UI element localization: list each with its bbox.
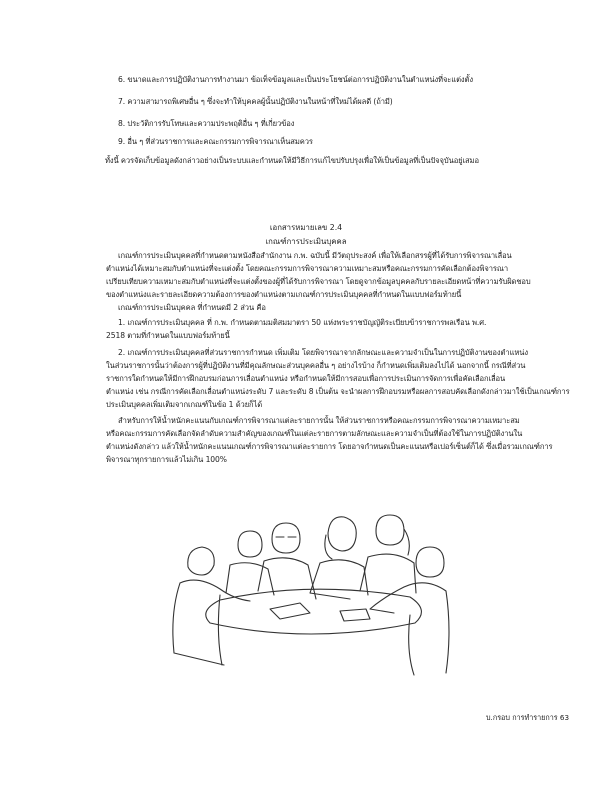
list-item: 6. ขนาดและการปฏิบัติงานการทำงานมา ข้อเท็จข้อมูลและเป็นประโยชน์ต่อการปฏิบัติงานในตำแหน่งที่จะแต่งตั้ง: [118, 75, 473, 84]
paragraph-line: ตำแหน่งดังกล่าว แล้วให้น้ำหนักคะแนนเกณฑ์การพิจารณาแต่ละรายการ โดยอาจกำหนดเป็นคะแนนหรือเปอร์เซ็นต์ก็ได้ ซึ่งเมื่อรวมเกณฑ์การ: [106, 442, 553, 451]
meeting-illustration: [160, 505, 460, 690]
paragraph-line: ในส่วนราชการนั้นว่าต้องการผู้ที่ปฏิบัติงานที่มีคุณลักษณะส่วนบุคคลอื่น ๆ อย่างไรบ้าง ก็กำหนดเพิ่มเติมลงไปได้ นอกจากนี้ กรณีที่ส่วน: [106, 361, 526, 370]
papers-icon: [270, 603, 370, 621]
person-head: [188, 547, 214, 575]
paragraph-line: เปรียบเทียบความเหมาะสมกับตำแหน่งที่จะแต่งตั้งของผู้ที่ได้รับการพิจารณา โดยดูจากข้อมูลบุคคลกับรายละเอียดหน้าที่ความรับผิดชอบ: [106, 277, 531, 286]
person-head: [376, 515, 409, 555]
list-item: 8. ประวัติการรับโทษและความประพฤติอื่น ๆ ที่เกี่ยวข้อง: [118, 119, 295, 128]
closing-note: ทั้งนี้ ควรจัดเก็บข้อมูลดังกล่าวอย่างเป็นระบบและกำหนดให้มีวิธีการแก้ไขปรับปรุงเพื่อให้เป็นข้อมูลที่เป็นปัจจุบันอยู่เสมอ: [105, 156, 479, 165]
paragraph-line: พิจารณาทุกรายการแล้วไม่เกิน 100%: [106, 455, 227, 464]
person-head: [272, 523, 300, 553]
paragraph-line: ราชการใดกำหนดให้มีการฝึกอบรมก่อนการเลื่อนตำแหน่ง หรือกำหนดให้มีการสอบเพื่อการประเมินการจัดการเพื่อคัดเลือกเลื่อน: [106, 374, 506, 383]
paragraph-line: ประเมินบุคคลเพิ่มเติมจากเกณฑ์ในข้อ 1 ด้วยก็ได้: [106, 400, 263, 409]
table-shape: [206, 589, 422, 634]
paragraph-line: ตำแหน่ง เช่น กรณีการคัดเลือกเลื่อนตำแหน่งระดับ 7 และระดับ 8 เป็นต้น จะนำผลการฝึกอบรมหรือผลการสอบคัดเลือกดังกล่าวมาใช้เป็นเกณฑ์การ: [106, 387, 570, 396]
person-body: [226, 563, 274, 595]
person-body: [258, 558, 316, 599]
person-head: [416, 547, 444, 577]
list-item: 7. ความสามารถพิเศษอื่น ๆ ซึ่งจะทำให้บุคคลผู้นั้นปฏิบัติงานในหน้าที่ใหม่ได้ผลดี (ถ้ามี): [118, 97, 393, 106]
person-head: [238, 531, 262, 557]
person-body: [310, 560, 368, 599]
paragraph-line: ของตำแหน่งและรายละเอียดความต้องการของตำแหน่งตามเกณฑ์การประเมินบุคคลที่กำหนดในแบบฟอร์มท้ายนี้: [106, 290, 462, 299]
list-item: 9. อื่น ๆ ที่ส่วนราชการและคณะกรรมการพิจารณาเห็นสมควร: [118, 137, 313, 146]
paragraph-line: ตำแหน่งได้เหมาะสมกับตำแหน่งที่จะแต่งตั้ง โดยคณะกรรมการพิจารณาความเหมาะสมหรือคณะกรรมการคัดเลือกต้องพิจารณา: [106, 264, 509, 273]
paragraph-line: 2518 ตามที่กำหนดในแบบฟอร์มท้ายนี้: [106, 331, 230, 340]
person-body: [173, 580, 250, 665]
paragraph-line: หรือคณะกรรมการคัดเลือกจัดลำดับความสำคัญของเกณฑ์ในแต่ละรายการตามลักษณะและความจำเป็นที่ต้องใช้ในการปฏิบัติงานใน: [106, 429, 523, 438]
document-number: เอกสารหมายเลข 2.4: [269, 223, 343, 232]
document-title: เกณฑ์การประเมินบุคคล: [265, 237, 347, 246]
person-head: [325, 517, 356, 559]
paragraph-line: 2. เกณฑ์การประเมินบุคคลที่ส่วนราชการกำหนด เพิ่มเติม โดยพิจารณาจากลักษณะและความจำเป็นในการปฏิบัติงานของตำแหน่ง: [118, 348, 528, 357]
paragraph-line: เกณฑ์การประเมินบุคคล ที่กำหนดมี 2 ส่วน คือ: [118, 303, 266, 312]
page-footer: บ.กรอบ การทำรายการ 63: [486, 713, 570, 722]
person-body: [360, 554, 416, 593]
paragraph-line: เกณฑ์การประเมินบุคคลที่กำหนดตามหนังสือสำนักงาน ก.พ. ฉบับนี้ มีวัตถุประสงค์ เพื่อให้เลือกสรรผู้ที่ได้รับการพิจารณาเลื่อน: [118, 251, 512, 260]
paragraph-line: สำหรับการให้น้ำหนักคะแนนกับเกณฑ์การพิจารณาแต่ละรายการนั้น ให้ส่วนราชการหรือคณะกรรมการพิจารณาความเหมาะสม: [118, 416, 520, 425]
paragraph-line: 1. เกณฑ์การประเมินบุคคล ที่ ก.พ. กำหนดตามมติสมมาตรา 50 แห่งพระราชบัญญัติระเบียบข้าราชการพลเรือน พ.ศ.: [118, 318, 487, 327]
